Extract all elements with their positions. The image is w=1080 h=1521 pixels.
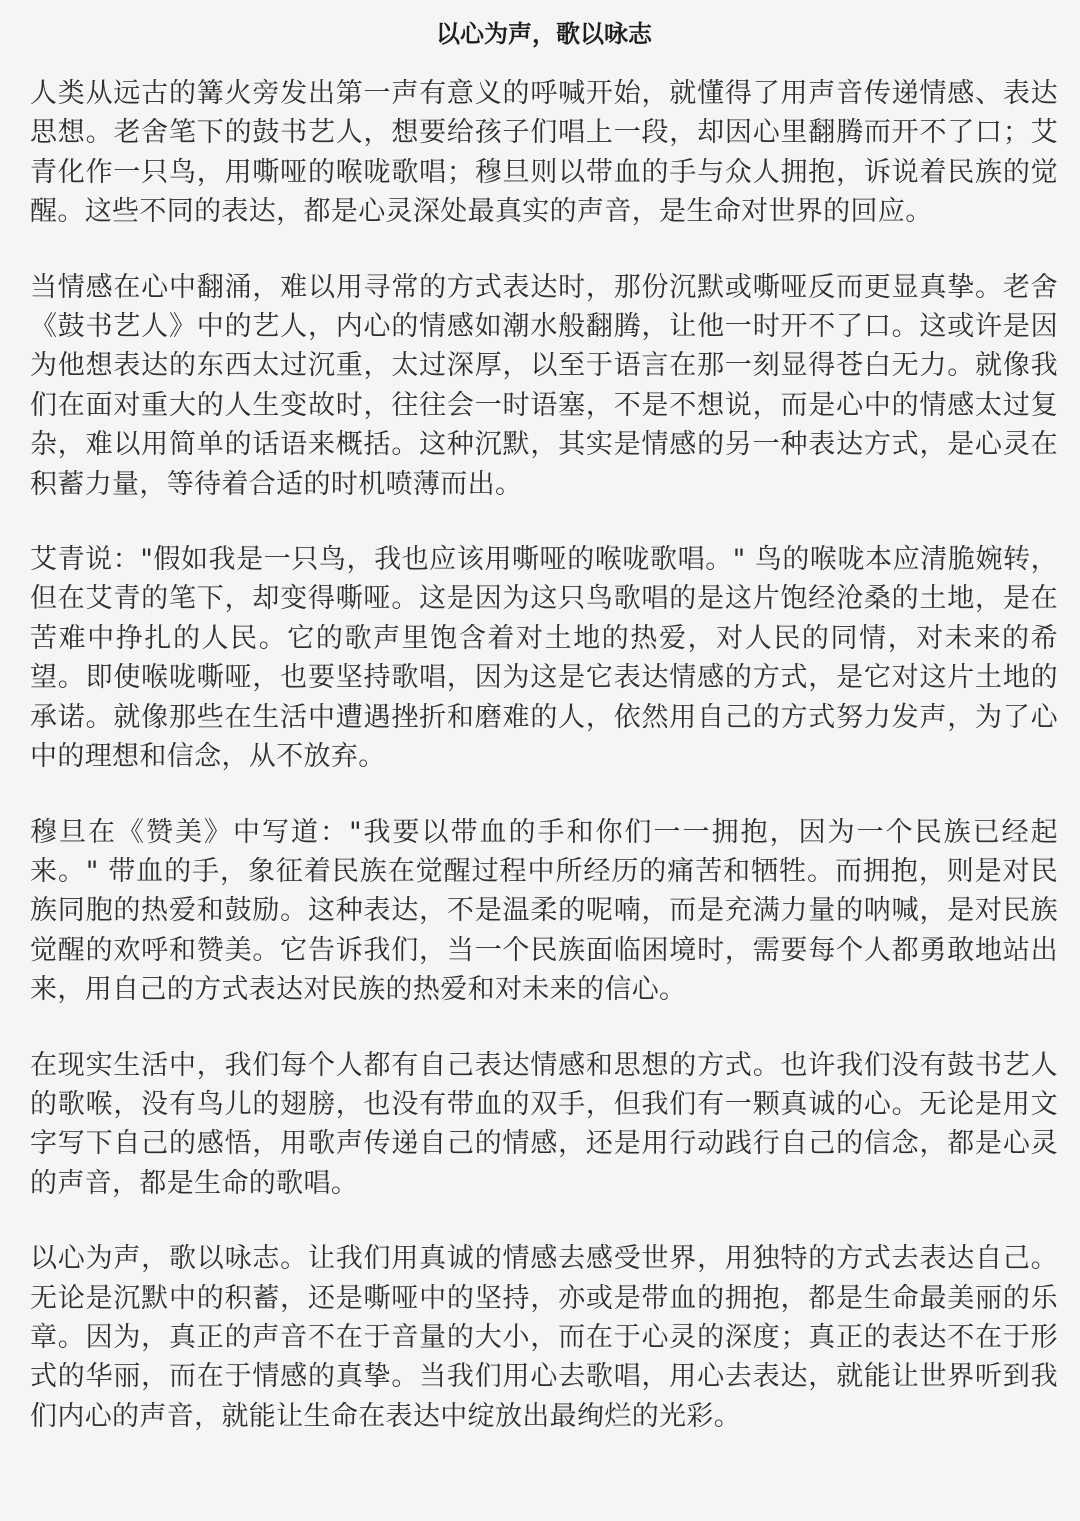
essay-title: 以心为声，歌以咏志 [436, 20, 652, 48]
essay-paragraph-3: 艾青说："假如我是一只鸟，我也应该用嘶哑的喉咙歌唱。" 鸟的喉咙本应清脆婉转，但在艾青的笔下，却变得嘶哑。这是因为这只鸟歌唱的是这片饱经沧桑的土地，是在苦难中挣扎的人民。它的歌声里饱含着对土地的热爱，对人民的同情，对未来的希望。即使喉咙嘶哑，也要坚持歌唱，因为这是它表达情感的方式，是它对这片土地的承诺。就像那些在生活中遭遇挫折和磨难的人，依然用自己的方式努力发声，为了心中的理想和信念，从不放弃。 [30, 544, 1058, 773]
essay-paragraph-4: 穆旦在《赞美》中写道："我要以带血的手和你们一一拥抱，因为一个民族已经起来。" 带血的手，象征着民族在觉醒过程中所经历的痛苦和牺牲。而拥抱，则是对民族同胞的热爱和鼓励。这种表达，不是温柔的呢喃，而是充满力量的呐喊，是对民族觉醒的欢呼和赞美。它告诉我们，当一个民族面临困境时，需要每个人都勇敢地站出来，用自己的方式表达对民族的热爱和对未来的信心。 [30, 816, 1058, 1006]
essay-paragraph-5: 在现实生活中，我们每个人都有自己表达情感和思想的方式。也许我们没有鼓书艺人的歌喉，没有鸟儿的翅膀，也没有带血的双手，但我们有一颗真诚的心。无论是用文字写下自己的感悟，用歌声传递自己的情感，还是用行动践行自己的信念，都是心灵的声音，都是生命的歌唱。 [30, 1049, 1058, 1199]
essay-paragraph-2: 当情感在心中翻涌，难以用寻常的方式表达时，那份沉默或嘶哑反而更显真挚。老舍《鼓书艺人》中的艺人，内心的情感如潮水般翻腾，让他一时开不了口。这或许是因为他想表达的东西太过沉重，太过深厚，以至于语言在那一刻显得苍白无力。就像我们在面对重大的人生变故时，往往会一时语塞，不是不想说，而是心中的情感太过复杂，难以用简单的话语来概括。这种沉默，其实是情感的另一种表达方式，是心灵在积蓄力量，等待着合适的时机喷薄而出。 [30, 271, 1058, 500]
essay-paragraph-1: 人类从远古的篝火旁发出第一声有意义的呼喊开始，就懂得了用声音传递情感、表达思想。老舍笔下的鼓书艺人，想要给孩子们唱上一段，却因心里翻腾而开不了口；艾青化作一只鸟，用嘶哑的喉咙歌唱；穆旦则以带血的手与众人拥抱，诉说着民族的觉醒。这些不同的表达，都是心灵深处最真实的声音，是生命对世界的回应。 [30, 78, 1058, 228]
essay-paragraph-6: 以心为声，歌以咏志。让我们用真诚的情感去感受世界，用独特的方式去表达自己。无论是沉默中的积蓄，还是嘶哑中的坚持，亦或是带血的拥抱，都是生命最美丽的乐章。因为，真正的声音不在于音量的大小，而在于心灵的深度；真正的表达不在于形式的华丽，而在于情感的真挚。当我们用心去歌唱，用心去表达，就能让世界听到我们内心的声音，就能让生命在表达中绽放出最绚烂的光彩。 [30, 1243, 1058, 1432]
